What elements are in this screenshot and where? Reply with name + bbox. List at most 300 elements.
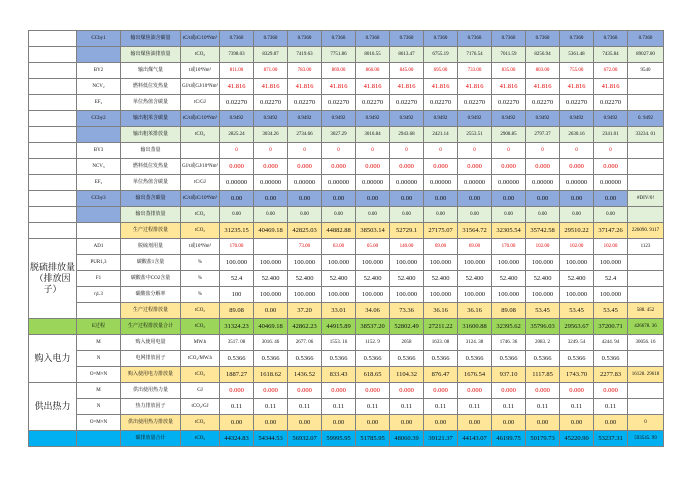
month-value-cell: 0.7360 (288, 31, 322, 47)
month-value-cell: 100.000 (288, 255, 322, 271)
month-value-cell: 34.06 (356, 303, 390, 319)
month-value-cell: 0.000 (288, 383, 322, 399)
row-label-cell (29, 143, 77, 159)
table-row (29, 143, 664, 159)
month-value-cell: 0.00 (492, 207, 526, 223)
month-value-cell: 0 (492, 143, 526, 159)
month-value-cell: 1104.32 (390, 367, 424, 383)
month-value-cell: 52.400 (322, 271, 356, 287)
month-value-cell: 0.5366 (492, 351, 526, 367)
row-name: 燃料低位发热量 (121, 159, 181, 175)
month-value-cell: 0.00 (424, 191, 458, 207)
month-value-cell: 3027.29 (322, 127, 356, 143)
month-value-cell: 811.00 (220, 63, 254, 79)
row-name: 输出粗苯含碳量 (121, 111, 181, 127)
row-name: 碳酸盐中CO2含量 (121, 271, 181, 287)
row-unit: tCO₂ (181, 431, 220, 447)
annual-total-cell (628, 351, 664, 367)
annual-total-cell: 16128. 29618 (628, 367, 664, 383)
month-value-cell: 733.00 (458, 63, 492, 79)
row-name: 输出煤焦油排放量 (121, 47, 181, 63)
row-code: N (77, 351, 121, 367)
month-value-cell: 0 (560, 143, 594, 159)
month-value-cell: 2797.37 (526, 127, 560, 143)
month-value-cell: 0.00000 (526, 175, 560, 191)
month-value-cell: 0.11 (356, 399, 390, 415)
month-value-cell: 0.00 (526, 191, 560, 207)
row-code: F1 (77, 271, 121, 287)
month-value-cell: 1117.85 (526, 367, 560, 383)
month-value-cell: 2058 (390, 335, 424, 351)
row-unit: tCO₂ (181, 223, 220, 239)
row-name: 生产过程排放量 (121, 223, 181, 239)
month-value-cell: 0.11 (560, 399, 594, 415)
month-value-cell: 1436.52 (288, 367, 322, 383)
row-unit (181, 143, 220, 159)
row-unit: tCO₂ (181, 127, 220, 143)
month-value-cell: 38503.14 (356, 223, 390, 239)
month-value-cell: 0 (288, 143, 322, 159)
table-row (29, 415, 664, 431)
month-value-cell: 29563.67 (560, 319, 594, 335)
month-value-cell: 33.01 (322, 303, 356, 319)
row-code (77, 303, 121, 319)
row-unit: tCO₂ (181, 47, 220, 63)
month-value-cell: 36.16 (458, 303, 492, 319)
month-value-cell: 0.5366 (390, 351, 424, 367)
row-label-cell (29, 31, 77, 47)
month-value-cell: 31564.72 (458, 223, 492, 239)
row-name: 供出使用热力量 (121, 383, 181, 399)
row-code: NCV₂ (77, 79, 121, 95)
month-value-cell: 1618.62 (254, 367, 288, 383)
month-value-cell: 7176.54 (458, 47, 492, 63)
table-row (29, 383, 664, 399)
month-value-cell: 52.400 (288, 271, 322, 287)
month-value-cell: 52802.49 (390, 319, 424, 335)
month-value-cell: 7751.86 (322, 47, 356, 63)
month-value-cell: 0.00000 (560, 175, 594, 191)
month-value-cell: 65.00 (356, 239, 390, 255)
month-value-cell: 0.02270 (254, 95, 288, 111)
month-value-cell: 0.00 (526, 207, 560, 223)
month-value-cell: 52.400 (492, 271, 526, 287)
month-value-cell: 0.00 (356, 207, 390, 223)
month-value-cell: 0.5366 (220, 351, 254, 367)
month-value-cell: 0.5366 (356, 351, 390, 367)
month-value-cell: 0.000 (594, 383, 628, 399)
month-value-cell: 0.11 (322, 399, 356, 415)
month-value-cell: 0.7360 (458, 31, 492, 47)
month-value-cell: 27211.22 (424, 319, 458, 335)
month-value-cell: 2421.14 (424, 127, 458, 143)
month-value-cell: 0.00000 (424, 175, 458, 191)
month-value-cell: 0.000 (322, 159, 356, 175)
month-value-cell: 0.02270 (288, 95, 322, 111)
row-label-cell (29, 79, 77, 95)
month-value-cell: 0.000 (560, 383, 594, 399)
month-value-cell: 37147.26 (594, 223, 628, 239)
row-label-cell (29, 207, 77, 223)
month-value-cell: 0.7360 (594, 31, 628, 47)
month-value-cell: 0.00 (220, 207, 254, 223)
month-value-cell: 0.9492 (322, 111, 356, 127)
month-value-cell: 0.00 (560, 207, 594, 223)
row-unit: tC/t或tC/10⁴Nm³ (181, 191, 220, 207)
month-value-cell: 35742.58 (526, 223, 560, 239)
month-value-cell: 52.400 (254, 271, 288, 287)
row-code: PUR1,3 (77, 255, 121, 271)
row-name: 电网排放因子 (121, 351, 181, 367)
month-value-cell: 100.000 (322, 255, 356, 271)
month-value-cell: 7435.84 (594, 47, 628, 63)
month-value-cell: 0.00 (594, 207, 628, 223)
row-unit: tCO₂ (181, 367, 220, 383)
month-value-cell: 63.00 (322, 239, 356, 255)
annual-total-cell (628, 383, 664, 399)
emissions-table (28, 30, 664, 447)
row-code: M (77, 335, 121, 351)
month-value-cell: 0.11 (594, 399, 628, 415)
section-label: 购入电力 (29, 335, 77, 383)
month-value-cell: 41.816 (594, 79, 628, 95)
row-name: 燃料低位发热量 (121, 79, 181, 95)
month-value-cell: 0.00 (322, 191, 356, 207)
month-value-cell: 0.7360 (254, 31, 288, 47)
month-value-cell: 8329.87 (254, 47, 288, 63)
month-value-cell: 0.00 (390, 207, 424, 223)
month-value-cell: 0.02270 (322, 95, 356, 111)
row-label-cell (29, 223, 77, 239)
month-value-cell: 7419.63 (288, 47, 322, 63)
annual-total-cell (628, 399, 664, 415)
month-value-cell: 0.00 (390, 191, 424, 207)
month-value-cell: 3034.26 (254, 127, 288, 143)
month-value-cell: 52.400 (356, 271, 390, 287)
annual-total-cell: #DIV/0! (628, 191, 664, 207)
month-value-cell: 0 (424, 143, 458, 159)
table-row (29, 63, 664, 79)
month-value-cell: 0.7360 (390, 31, 424, 47)
month-value-cell: 0.9492 (424, 111, 458, 127)
month-value-cell: 0.5366 (458, 351, 492, 367)
table-row (29, 431, 664, 447)
month-value-cell: 0.00 (424, 415, 458, 431)
row-code: AD1 (77, 239, 121, 255)
row-unit: tC/t或tC/10⁴Nm³ (181, 31, 220, 47)
month-value-cell: 100.000 (458, 287, 492, 303)
month-value-cell: 100.000 (390, 287, 424, 303)
month-value-cell: 876.47 (424, 367, 458, 383)
table-row (29, 239, 664, 255)
month-value-cell: 100.000 (424, 287, 458, 303)
month-value-cell: 102.00 (560, 239, 594, 255)
month-value-cell: 45220.90 (560, 431, 594, 447)
row-name: 输出蒸含碳量 (121, 191, 181, 207)
month-value-cell: 0.000 (288, 159, 322, 175)
month-value-cell: 0.7360 (424, 31, 458, 47)
month-value-cell: 51785.95 (356, 431, 390, 447)
row-unit: % (181, 255, 220, 271)
row-name: 输出粗苯排放量 (121, 127, 181, 143)
month-value-cell: 0.7360 (322, 31, 356, 47)
month-value-cell: 0.000 (424, 383, 458, 399)
month-value-cell: 0.000 (254, 383, 288, 399)
month-value-cell: 44143.07 (458, 431, 492, 447)
month-value-cell: 48060.39 (390, 431, 424, 447)
month-value-cell: 40469.18 (254, 319, 288, 335)
month-value-cell: 32395.62 (492, 319, 526, 335)
month-value-cell: 0.000 (526, 383, 560, 399)
month-value-cell: 0.7360 (220, 31, 254, 47)
row-label-cell (29, 47, 77, 63)
month-value-cell: 833.43 (322, 367, 356, 383)
month-value-cell: 42825.03 (288, 223, 322, 239)
month-value-cell: 0 (356, 143, 390, 159)
row-code: N (77, 399, 121, 415)
month-value-cell: 3016.84 (356, 127, 390, 143)
month-value-cell: 0.000 (492, 383, 526, 399)
month-value-cell: 46199.75 (492, 431, 526, 447)
row-name: 热力排放因子 (121, 399, 181, 415)
row-code: η1.3 (77, 287, 121, 303)
table-row (29, 127, 664, 143)
month-value-cell: 7398.03 (220, 47, 254, 63)
month-value-cell: 0.00 (560, 415, 594, 431)
row-code (77, 127, 121, 143)
month-value-cell: 0.9492 (594, 111, 628, 127)
annual-total-cell: 426678. 36 (628, 319, 664, 335)
month-value-cell: 0.9492 (560, 111, 594, 127)
month-value-cell: 56932.07 (288, 431, 322, 447)
row-code (77, 223, 121, 239)
row-name: 输出蒸量 (121, 143, 181, 159)
table-row (29, 367, 664, 383)
month-value-cell: 0.00000 (356, 175, 390, 191)
table-row (29, 47, 664, 63)
month-value-cell: 41.816 (322, 79, 356, 95)
month-value-cell: 8016.55 (356, 47, 390, 63)
month-value-cell: 0.000 (322, 383, 356, 399)
annual-total-cell (628, 175, 664, 191)
month-value-cell: 0.00 (492, 415, 526, 431)
month-value-cell: 73.00 (288, 239, 322, 255)
month-value-cell: 0.9492 (526, 111, 560, 127)
month-value-cell: 0 (458, 143, 492, 159)
month-value-cell: 2341.01 (594, 127, 628, 143)
month-value-cell: 100.000 (288, 287, 322, 303)
month-value-cell: 5361.48 (560, 47, 594, 63)
row-unit: GJ/t或GJ/10⁴Nm³ (181, 79, 220, 95)
table-row (29, 303, 664, 319)
row-name: 购入使用电量 (121, 335, 181, 351)
month-value-cell: 41.816 (220, 79, 254, 95)
month-value-cell: 0.000 (492, 159, 526, 175)
month-value-cell: 0.000 (356, 159, 390, 175)
month-value-cell: 0.000 (594, 159, 628, 175)
month-value-cell: 2908.85 (492, 127, 526, 143)
month-value-cell: 0.00 (254, 415, 288, 431)
month-value-cell: 100.000 (424, 255, 458, 271)
month-value-cell: 41.816 (356, 79, 390, 95)
month-value-cell: 0.02270 (458, 95, 492, 111)
month-value-cell: 0.000 (356, 383, 390, 399)
month-value-cell: 0.00 (288, 207, 322, 223)
row-label-cell (29, 111, 77, 127)
month-value-cell: 1743.70 (560, 367, 594, 383)
month-value-cell: 35796.03 (526, 319, 560, 335)
month-value-cell: 2734.66 (288, 127, 322, 143)
month-value-cell: 41.816 (492, 79, 526, 95)
month-value-cell: 29510.22 (560, 223, 594, 239)
month-value-cell: 0.00 (594, 191, 628, 207)
month-value-cell: 44882.88 (322, 223, 356, 239)
month-value-cell: 0 (322, 143, 356, 159)
month-value-cell: 0.00000 (594, 175, 628, 191)
row-code: M (77, 383, 121, 399)
annual-total-cell: 588. 452 (628, 303, 664, 319)
table-row (29, 175, 664, 191)
month-value-cell: 0.7360 (492, 31, 526, 47)
month-value-cell: 100.000 (492, 255, 526, 271)
row-code: EF₃ (77, 175, 121, 191)
month-value-cell: 8256.94 (526, 47, 560, 63)
annual-total-cell (628, 207, 664, 223)
month-value-cell: 52.400 (560, 271, 594, 287)
month-value-cell: 100.000 (560, 287, 594, 303)
annual-total-cell: 0 (628, 415, 664, 431)
month-value-cell: 42862.23 (288, 319, 322, 335)
month-value-cell: 100 (220, 287, 254, 303)
month-value-cell: 0.00 (254, 191, 288, 207)
month-value-cell: 0 (594, 143, 628, 159)
annual-total-cell (628, 143, 664, 159)
month-value-cell: 1152. 9 (356, 335, 390, 351)
month-value-cell: 0.00 (458, 415, 492, 431)
month-value-cell: 54344.53 (254, 431, 288, 447)
row-code: BY3 (77, 143, 121, 159)
month-value-cell: 0.00 (322, 415, 356, 431)
month-value-cell: 0.02270 (220, 95, 254, 111)
row-unit: tCO₂ (181, 207, 220, 223)
month-value-cell: 0.00000 (254, 175, 288, 191)
row-unit: tC/GJ (181, 175, 220, 191)
month-value-cell: 52.400 (526, 271, 560, 287)
month-value-cell: 53.45 (594, 303, 628, 319)
row-name: 输出煤焦油含碳量 (121, 31, 181, 47)
month-value-cell: 100.000 (492, 287, 526, 303)
table-row (29, 159, 664, 175)
annual-total-cell (628, 271, 664, 287)
month-value-cell: 41.816 (424, 79, 458, 95)
month-value-cell: 0.7360 (526, 31, 560, 47)
month-value-cell: 0.02270 (594, 95, 628, 111)
row-label-cell (29, 191, 77, 207)
month-value-cell: 170.00 (220, 239, 254, 255)
month-value-cell: 0.00 (220, 191, 254, 207)
month-value-cell: 0.000 (390, 159, 424, 175)
row-unit: GJ/t或GJ/10⁴Nm³ (181, 159, 220, 175)
month-value-cell: 0.5366 (526, 351, 560, 367)
month-value-cell: 0.11 (390, 399, 424, 415)
month-value-cell: 0.11 (526, 399, 560, 415)
table-row (29, 31, 664, 47)
month-value-cell: 0.00 (390, 415, 424, 431)
row-name: 单位热值含碳量 (121, 95, 181, 111)
month-value-cell: 100.000 (322, 287, 356, 303)
row-label-cell (29, 159, 77, 175)
month-value-cell: 53.45 (526, 303, 560, 319)
row-code (77, 47, 121, 63)
month-value-cell: 869.00 (322, 63, 356, 79)
month-value-cell: 2630.16 (560, 127, 594, 143)
month-value-cell: 0.7360 (560, 31, 594, 47)
row-unit: t或10⁴Nm³ (181, 239, 220, 255)
month-value-cell: 2677. 06 (288, 335, 322, 351)
month-value-cell: 0.00 (254, 207, 288, 223)
month-value-cell: 835.00 (492, 63, 526, 79)
month-value-cell: 0.00 (424, 207, 458, 223)
month-value-cell: 41.816 (288, 79, 322, 95)
annual-total-cell (628, 287, 664, 303)
month-value-cell: 39121.37 (424, 431, 458, 447)
month-value-cell: 803.00 (526, 63, 560, 79)
row-code: CCby3 (77, 191, 121, 207)
month-value-cell: 44915.89 (322, 319, 356, 335)
month-value-cell: 0.000 (390, 383, 424, 399)
month-value-cell: 0 (390, 143, 424, 159)
month-value-cell: 695.00 (424, 63, 458, 79)
month-value-cell: 140.00 (390, 239, 424, 255)
month-value-cell: 0.000 (526, 159, 560, 175)
month-value-cell: 41.816 (560, 79, 594, 95)
row-unit: % (181, 271, 220, 287)
annual-total-cell: 1123 (628, 239, 664, 255)
month-value-cell (254, 239, 288, 255)
table-row (29, 255, 664, 271)
row-unit: MW.h (181, 335, 220, 351)
annual-total-cell: 30056. 16 (628, 335, 664, 351)
month-value-cell: 53237.31 (594, 431, 628, 447)
month-value-cell: 0.00000 (322, 175, 356, 191)
month-value-cell: 1887.27 (220, 367, 254, 383)
month-value-cell: 100.000 (254, 287, 288, 303)
annual-total-cell: 9540 (628, 63, 664, 79)
month-value-cell: 37200.71 (594, 319, 628, 335)
month-value-cell: 0.00 (458, 191, 492, 207)
row-name: 脱硫剂用量 (121, 239, 181, 255)
annual-total-cell: 33234. 01 (628, 127, 664, 143)
month-value-cell: 0.00 (458, 207, 492, 223)
month-value-cell: 0.00000 (492, 175, 526, 191)
table-row (29, 335, 664, 351)
row-unit: tC/t或tC/10⁴Nm³ (181, 111, 220, 127)
month-value-cell: 0.11 (458, 399, 492, 415)
month-value-cell: 0.02270 (560, 95, 594, 111)
table-row (29, 191, 664, 207)
month-value-cell: 0.00 (220, 415, 254, 431)
month-value-cell: 0.02270 (424, 95, 458, 111)
month-value-cell: 0.000 (458, 159, 492, 175)
row-name: 生产过程排放量 (121, 303, 181, 319)
row-name: 碳酸盐分解率 (121, 287, 181, 303)
row-name: 碳排放量合计 (121, 431, 181, 447)
month-value-cell: 0 (220, 143, 254, 159)
month-value-cell: 0.11 (424, 399, 458, 415)
row-label-cell (29, 431, 77, 447)
table-row (29, 351, 664, 367)
month-value-cell: 4244. 94 (594, 335, 628, 351)
